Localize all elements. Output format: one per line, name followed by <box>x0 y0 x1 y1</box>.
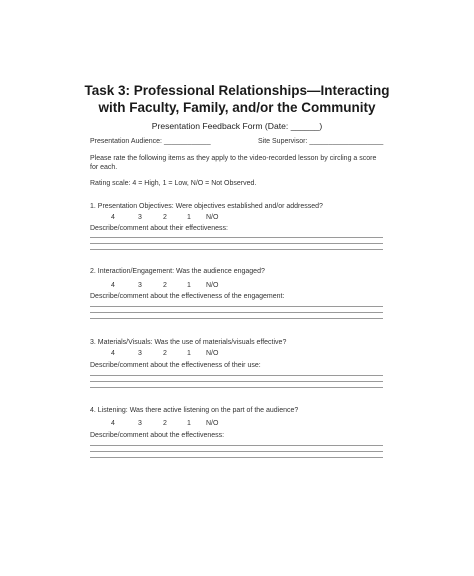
comment-line[interactable] <box>90 306 383 307</box>
score-option-3[interactable]: 3 <box>138 282 142 289</box>
item-describe-prompt: Describe/comment about the effectiveness: <box>90 432 225 439</box>
comment-line[interactable] <box>90 312 383 313</box>
score-option-4[interactable]: 4 <box>111 214 115 221</box>
score-option-2[interactable]: 2 <box>163 214 167 221</box>
item-question: 4. Listening: Was there active listening on the part of the audience? <box>90 407 299 414</box>
item-describe-prompt: Describe/comment about the effectiveness of their use: <box>90 362 261 369</box>
score-option-3[interactable]: 3 <box>138 214 142 221</box>
score-option-4[interactable]: 4 <box>111 350 115 357</box>
comment-line[interactable] <box>90 381 383 382</box>
comment-line[interactable] <box>90 451 383 452</box>
score-option-1[interactable]: 1 <box>187 282 191 289</box>
comment-line[interactable] <box>90 375 383 376</box>
item-describe-prompt: Describe/comment about the effectiveness of the engagement: <box>90 293 285 300</box>
instructions-line-2: for each. <box>90 164 118 171</box>
comment-line[interactable] <box>90 387 383 388</box>
score-option-not-observed[interactable]: N/O <box>206 214 219 221</box>
page-title-line-2: with Faculty, Family, and/or the Community <box>98 100 376 115</box>
page-title-line-1: Task 3: Professional Relationships—Interacting <box>84 83 390 98</box>
item-describe-prompt: Describe/comment about their effectiveness: <box>90 225 228 232</box>
score-option-1[interactable]: 1 <box>187 214 191 221</box>
presentation-audience-field: Presentation Audience: ____________ <box>90 138 211 145</box>
item-question: 3. Materials/Visuals: Was the use of materials/visuals effective? <box>90 339 287 346</box>
score-option-4[interactable]: 4 <box>111 420 115 427</box>
comment-line[interactable] <box>90 237 383 238</box>
score-option-2[interactable]: 2 <box>163 420 167 427</box>
rating-scale: Rating scale: 4 = High, 1 = Low, N/O = Not Observed. <box>90 180 257 187</box>
score-option-1[interactable]: 1 <box>187 420 191 427</box>
score-option-4[interactable]: 4 <box>111 282 115 289</box>
score-option-not-observed[interactable]: N/O <box>206 350 219 357</box>
score-option-not-observed[interactable]: N/O <box>206 282 219 289</box>
comment-line[interactable] <box>90 243 383 244</box>
form-title: Presentation Feedback Form (Date: ______) <box>151 121 323 131</box>
score-option-3[interactable]: 3 <box>138 420 142 427</box>
item-question: 1. Presentation Objectives: Were objectives established and/or addressed? <box>90 203 323 210</box>
site-supervisor-field: Site Supervisor: ___________________ <box>258 138 384 145</box>
instructions-line-1: Please rate the following items as they apply to the video-recorded lesson by circling a score <box>90 155 377 162</box>
score-option-3[interactable]: 3 <box>138 350 142 357</box>
comment-line[interactable] <box>90 445 383 446</box>
score-option-1[interactable]: 1 <box>187 350 191 357</box>
comment-line[interactable] <box>90 318 383 319</box>
score-option-not-observed[interactable]: N/O <box>206 420 219 427</box>
comment-line[interactable] <box>90 457 383 458</box>
score-option-2[interactable]: 2 <box>163 282 167 289</box>
comment-line[interactable] <box>90 249 383 250</box>
item-question: 2. Interaction/Engagement: Was the audience engaged? <box>90 268 265 275</box>
score-option-2[interactable]: 2 <box>163 350 167 357</box>
